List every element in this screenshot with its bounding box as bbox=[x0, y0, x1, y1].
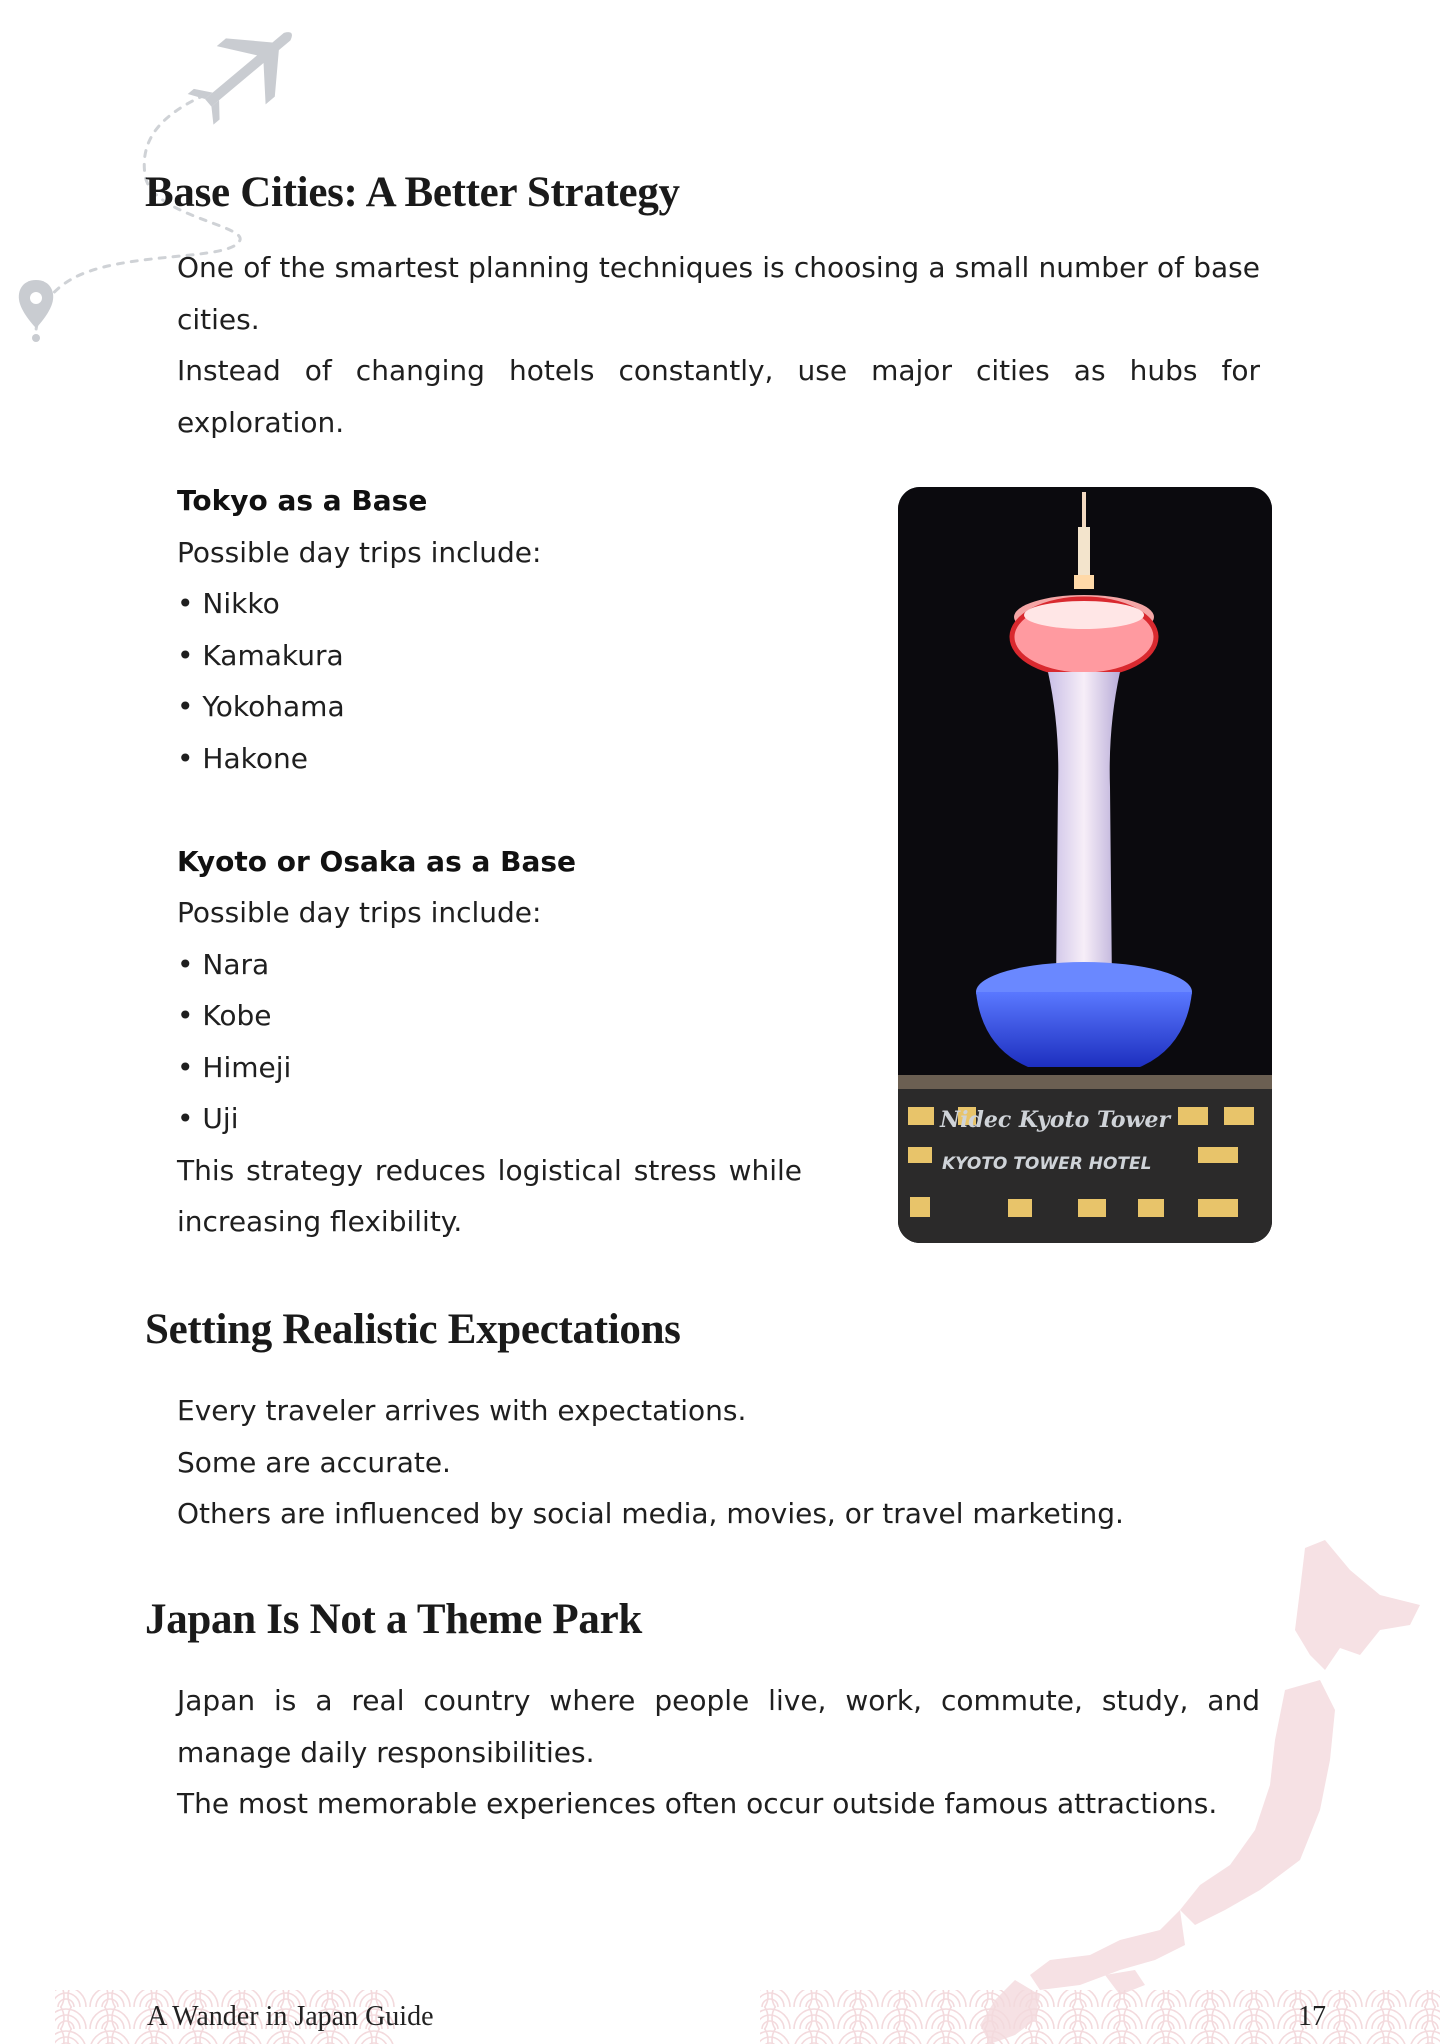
section-title-base-cities: Base Cities: A Better Strategy bbox=[145, 169, 680, 216]
list-item: • Kobe bbox=[177, 999, 272, 1032]
section-title-expectations: Setting Realistic Expectations bbox=[145, 1306, 681, 1353]
map-pin-icon bbox=[19, 280, 53, 342]
intro-line: One of the smartest planning techniques is choosing a small number of base cities. bbox=[177, 251, 1260, 336]
kyoto-lead: Possible day trips include: bbox=[177, 896, 542, 929]
tower-sign-text: Nidec Kyoto Tower bbox=[940, 1107, 1171, 1133]
airplane-icon bbox=[176, 4, 316, 138]
spacer bbox=[177, 784, 802, 836]
list-item: • Uji bbox=[177, 1102, 239, 1135]
page-number: 17 bbox=[1298, 2001, 1326, 2032]
intro-line: Instead of changing hotels constantly, use major cities as hubs for exploration. bbox=[177, 354, 1260, 439]
kyoto-tower-photo bbox=[898, 487, 1272, 1243]
intro-paragraph bbox=[177, 242, 1260, 448]
text-line: Japan is a real country where people live, work, commute, study, and manage daily responsibilities. bbox=[177, 1684, 1260, 1769]
guide-name: A Wander in Japan Guide bbox=[147, 2001, 434, 2032]
expectations-paragraph bbox=[177, 1385, 1277, 1540]
text-line: Some are accurate. bbox=[177, 1445, 451, 1479]
text-line: Others are influenced by social media, movies, or travel marketing. bbox=[177, 1497, 1124, 1530]
list-item: • Hakone bbox=[177, 741, 308, 775]
closing-line: This strategy reduces logistical stress while increasing flexibility. bbox=[177, 1153, 802, 1238]
day-trips-column bbox=[177, 475, 802, 1248]
list-item: • Himeji bbox=[177, 1050, 292, 1084]
text-line: Every traveler arrives with expectations. bbox=[177, 1394, 747, 1427]
tokyo-heading: Tokyo as a Base bbox=[177, 484, 428, 517]
kyoto-heading: Kyoto or Osaka as a Base bbox=[177, 844, 577, 878]
list-item: • Nikko bbox=[177, 587, 280, 620]
list-item: • Kamakura bbox=[177, 638, 344, 672]
list-item: • Yokohama bbox=[177, 690, 345, 723]
section-title-theme-park: Japan Is Not a Theme Park bbox=[145, 1596, 642, 1643]
hotel-sign-text: KYOTO TOWER HOTEL bbox=[942, 1154, 1152, 1174]
tokyo-lead: Possible day trips include: bbox=[177, 535, 542, 569]
theme-park-paragraph bbox=[177, 1675, 1260, 1830]
list-item: • Nara bbox=[177, 947, 270, 981]
text-line: The most memorable experiences often occur outside famous attractions. bbox=[177, 1787, 1218, 1820]
